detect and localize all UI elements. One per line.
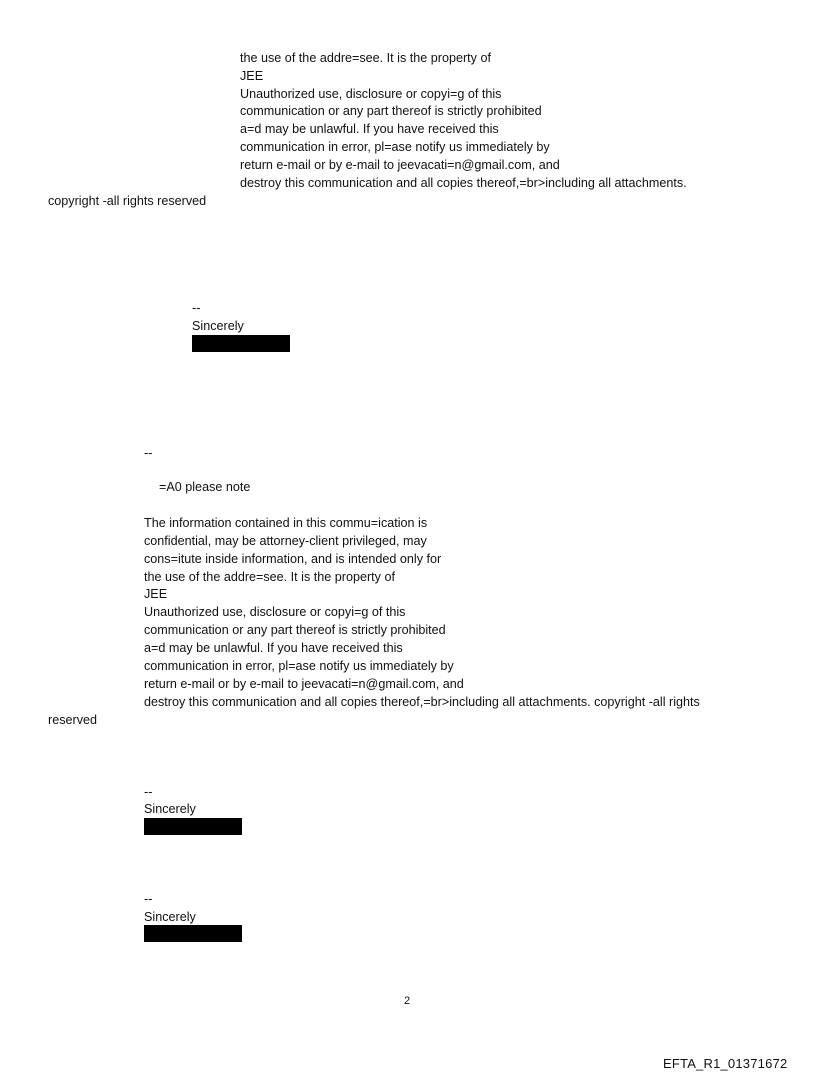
signature-label: Sincerely [144, 910, 196, 924]
disclaimer-line: The information contained in this commu=ication is [144, 516, 428, 530]
disclaimer-line: Unauthorized use, disclosure or copyi=g of this [240, 87, 502, 101]
disclaimer-line: confidential, may be attorney-client privileged, may [144, 534, 427, 548]
signature-label: Sincerely [144, 802, 196, 816]
signature-label: Sincerely [192, 319, 244, 333]
disclaimer-line: destroy this communication and all copies thereof,=br>including all attachments. copyright -all rights [144, 695, 700, 709]
copyright-line: copyright -all rights reserved [48, 194, 207, 208]
note-heading: =A0 please note [159, 480, 251, 494]
signature-separator: -- [144, 892, 153, 906]
redaction-bar [144, 818, 242, 835]
document-id: EFTA_R1_01371672 [663, 1056, 788, 1071]
page-number: 2 [404, 995, 411, 1007]
redaction-bar [144, 925, 242, 942]
disclaimer-line: Unauthorized use, disclosure or copyi=g of this [144, 605, 406, 619]
disclaimer-line: communication or any part thereof is strictly prohibited [144, 623, 446, 637]
copyright-line: reserved [48, 713, 97, 727]
disclaimer-line: communication in error, pl=ase notify us immediately by [144, 659, 454, 673]
disclaimer-line: a=d may be unlawful. If you have received this [240, 122, 499, 136]
disclaimer-line: communication or any part thereof is strictly prohibited [240, 104, 542, 118]
redaction-bar [192, 335, 290, 352]
disclaimer-line: cons=itute inside information, and is intended only for [144, 552, 442, 566]
disclaimer-line: JEE [240, 69, 264, 83]
signature-separator: -- [192, 301, 201, 315]
disclaimer-line: a=d may be unlawful. If you have received this [144, 641, 403, 655]
disclaimer-line: the use of the addre=see. It is the property of [144, 570, 395, 584]
disclaimer-line: the use of the addre=see. It is the property of [240, 51, 491, 65]
disclaimer-line: communication in error, pl=ase notify us immediately by [240, 140, 550, 154]
separator: -- [144, 446, 153, 460]
signature-separator: -- [144, 785, 153, 799]
disclaimer-line: return e-mail or by e-mail to jeevacati=n@gmail.com, and [144, 677, 464, 691]
disclaimer-line: JEE [144, 587, 168, 601]
disclaimer-line: destroy this communication and all copies thereof,=br>including all attachments. [240, 176, 687, 190]
disclaimer-line: return e-mail or by e-mail to jeevacati=n@gmail.com, and [240, 158, 560, 172]
